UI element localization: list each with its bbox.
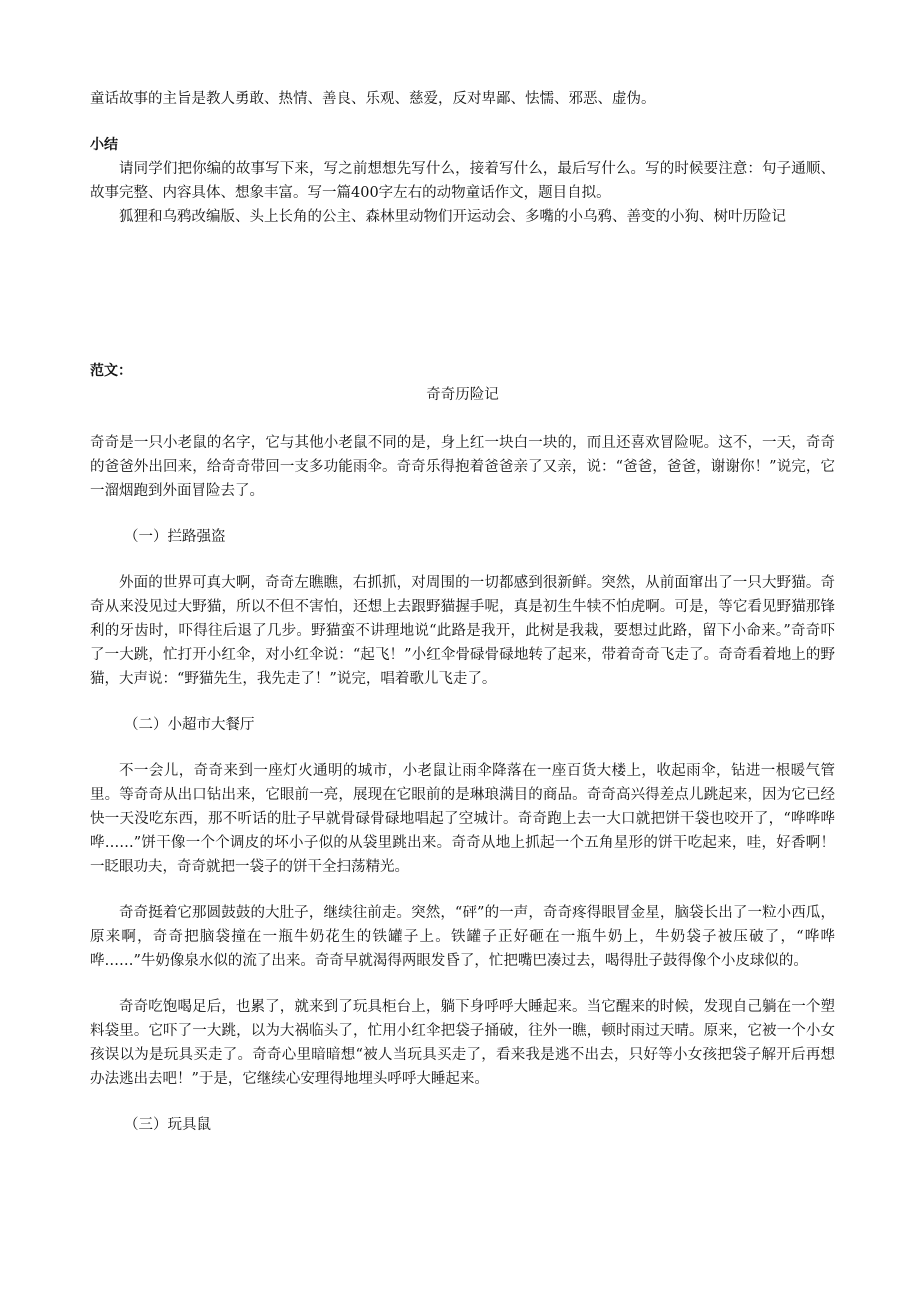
section-heading-3: （三）玩具鼠 [124,1117,211,1133]
section-2-paragraph-1: 不一会儿，奇奇来到一座灯火通明的城市，小老鼠让雨伞降落在一座百货大楼上，收起雨伞，钻进一根暖气管里。等奇奇从出口钻出来，它眼前一亮，展现在它眼前的是琳琅满目的商品。奇奇高兴得差点儿跳起来，因为它已经快一天没吃东西，那不听话的肚子早就骨碌骨碌地唱起了空城计。奇奇跑上去一大口就把饼干袋也咬开了，“哗哗哗哗……”饼干像一个个调皮的坏小子似的从袋里跳出来。奇奇从地上抓起一个五角星形的饼干吃起来，哇，好香啊！一眨眼功夫，奇奇就把一袋子的饼干全扫荡精光。 [90,763,835,875]
section-heading-2: （二）小超市大餐厅 [124,717,255,733]
theme-line: 童话故事的主旨是教人勇敢、热情、善良、乐观、慈爱，反对卑鄙、怯懦、邪恶、虚伪。 [90,91,656,107]
section-2-paragraph-2: 奇奇挺着它那圆鼓鼓的大肚子，继续往前走。突然，“砰”的一声，奇奇疼得眼冒金星，脑袋长出了一粒小西瓜，原来啊，奇奇把脑袋撞在一瓶牛奶花生的铁罐子上。铁罐子正好砸在一瓶牛奶上，牛奶袋子被压破了，“哗哗哗……”牛奶像泉水似的流了出来。奇奇早就渴得两眼发昏了，忙把嘴巴凑过去，喝得肚子鼓得像个小皮球似的。 [90,905,835,969]
section-1-paragraph: 外面的世界可真大啊，奇奇左瞧瞧，右抓抓，对周围的一切都感到很新鲜。突然，从前面窜出了一只大野猫。奇奇从来没见过大野猫，所以不但不害怕，还想上去跟野猫握手呢，真是初生牛犊不怕虎啊。可是，等它看见野猫那锋利的牙齿时，吓得往后退了几步。野猫蛮不讲理地说“此路是我开，此树是我栽，要想过此路，留下小命来。”奇奇吓了一大跳，忙打开小红伞，对小红伞说：“起飞！”小红伞骨碌骨碌地转了起来，带着奇奇飞走了。奇奇看着地上的野猫，大声说：“野猫先生，我先走了！”说完，唱着歌儿飞走了。 [90,575,835,687]
topic-list-paragraph: 狐狸和乌鸦改编版、头上长角的公主、森林里动物们开运动会、多嘴的小乌鸦、善变的小狗、树叶历险记 [119,209,786,225]
section-heading-1: （一）拦路强盗 [124,529,226,545]
section-2-paragraph-3: 奇奇吃饱喝足后，也累了，就来到了玩具柜台上，躺下身呼呼大睡起来。当它醒来的时候，发现自己躺在一个塑料袋里。它吓了一大跳，以为大祸临头了，忙用小红伞把袋子捅破，往外一瞧，顿时雨过天晴。原来，它被一个小女孩误以为是玩具买走了。奇奇心里暗暗想“被人当玩具买走了，看来我是逃不出去，只好等小女孩把袋子解开后再想办法逃出去吧！”于是，它继续心安理得地埋头呼呼大睡起来。 [90,999,835,1087]
summary-heading: 小结 [90,137,118,153]
story-opening-paragraph: 奇奇是一只小老鼠的名字，它与其他小老鼠不同的是，身上红一块白一块的，而且还喜欢冒险呢。这不，一天，奇奇的爸爸外出回来，给奇奇带回一支多功能雨伞。奇奇乐得抱着爸爸亲了又亲，说：“爸爸，爸爸，谢谢你！”说完，它一溜烟跑到外面冒险去了。 [90,435,835,499]
story-title: 奇奇历险记 [426,387,499,403]
document-page [90,87,835,1137]
summary-paragraph: 请同学们把你编的故事写下来，写之前想想先写什么，接着写什么，最后写什么。写的时候要注意：句子通顺、故事完整、内容具体、想象丰富。写一篇400字左右的动物童话作文，题目自拟。 [90,161,835,201]
sample-label: 范文： [90,363,132,379]
